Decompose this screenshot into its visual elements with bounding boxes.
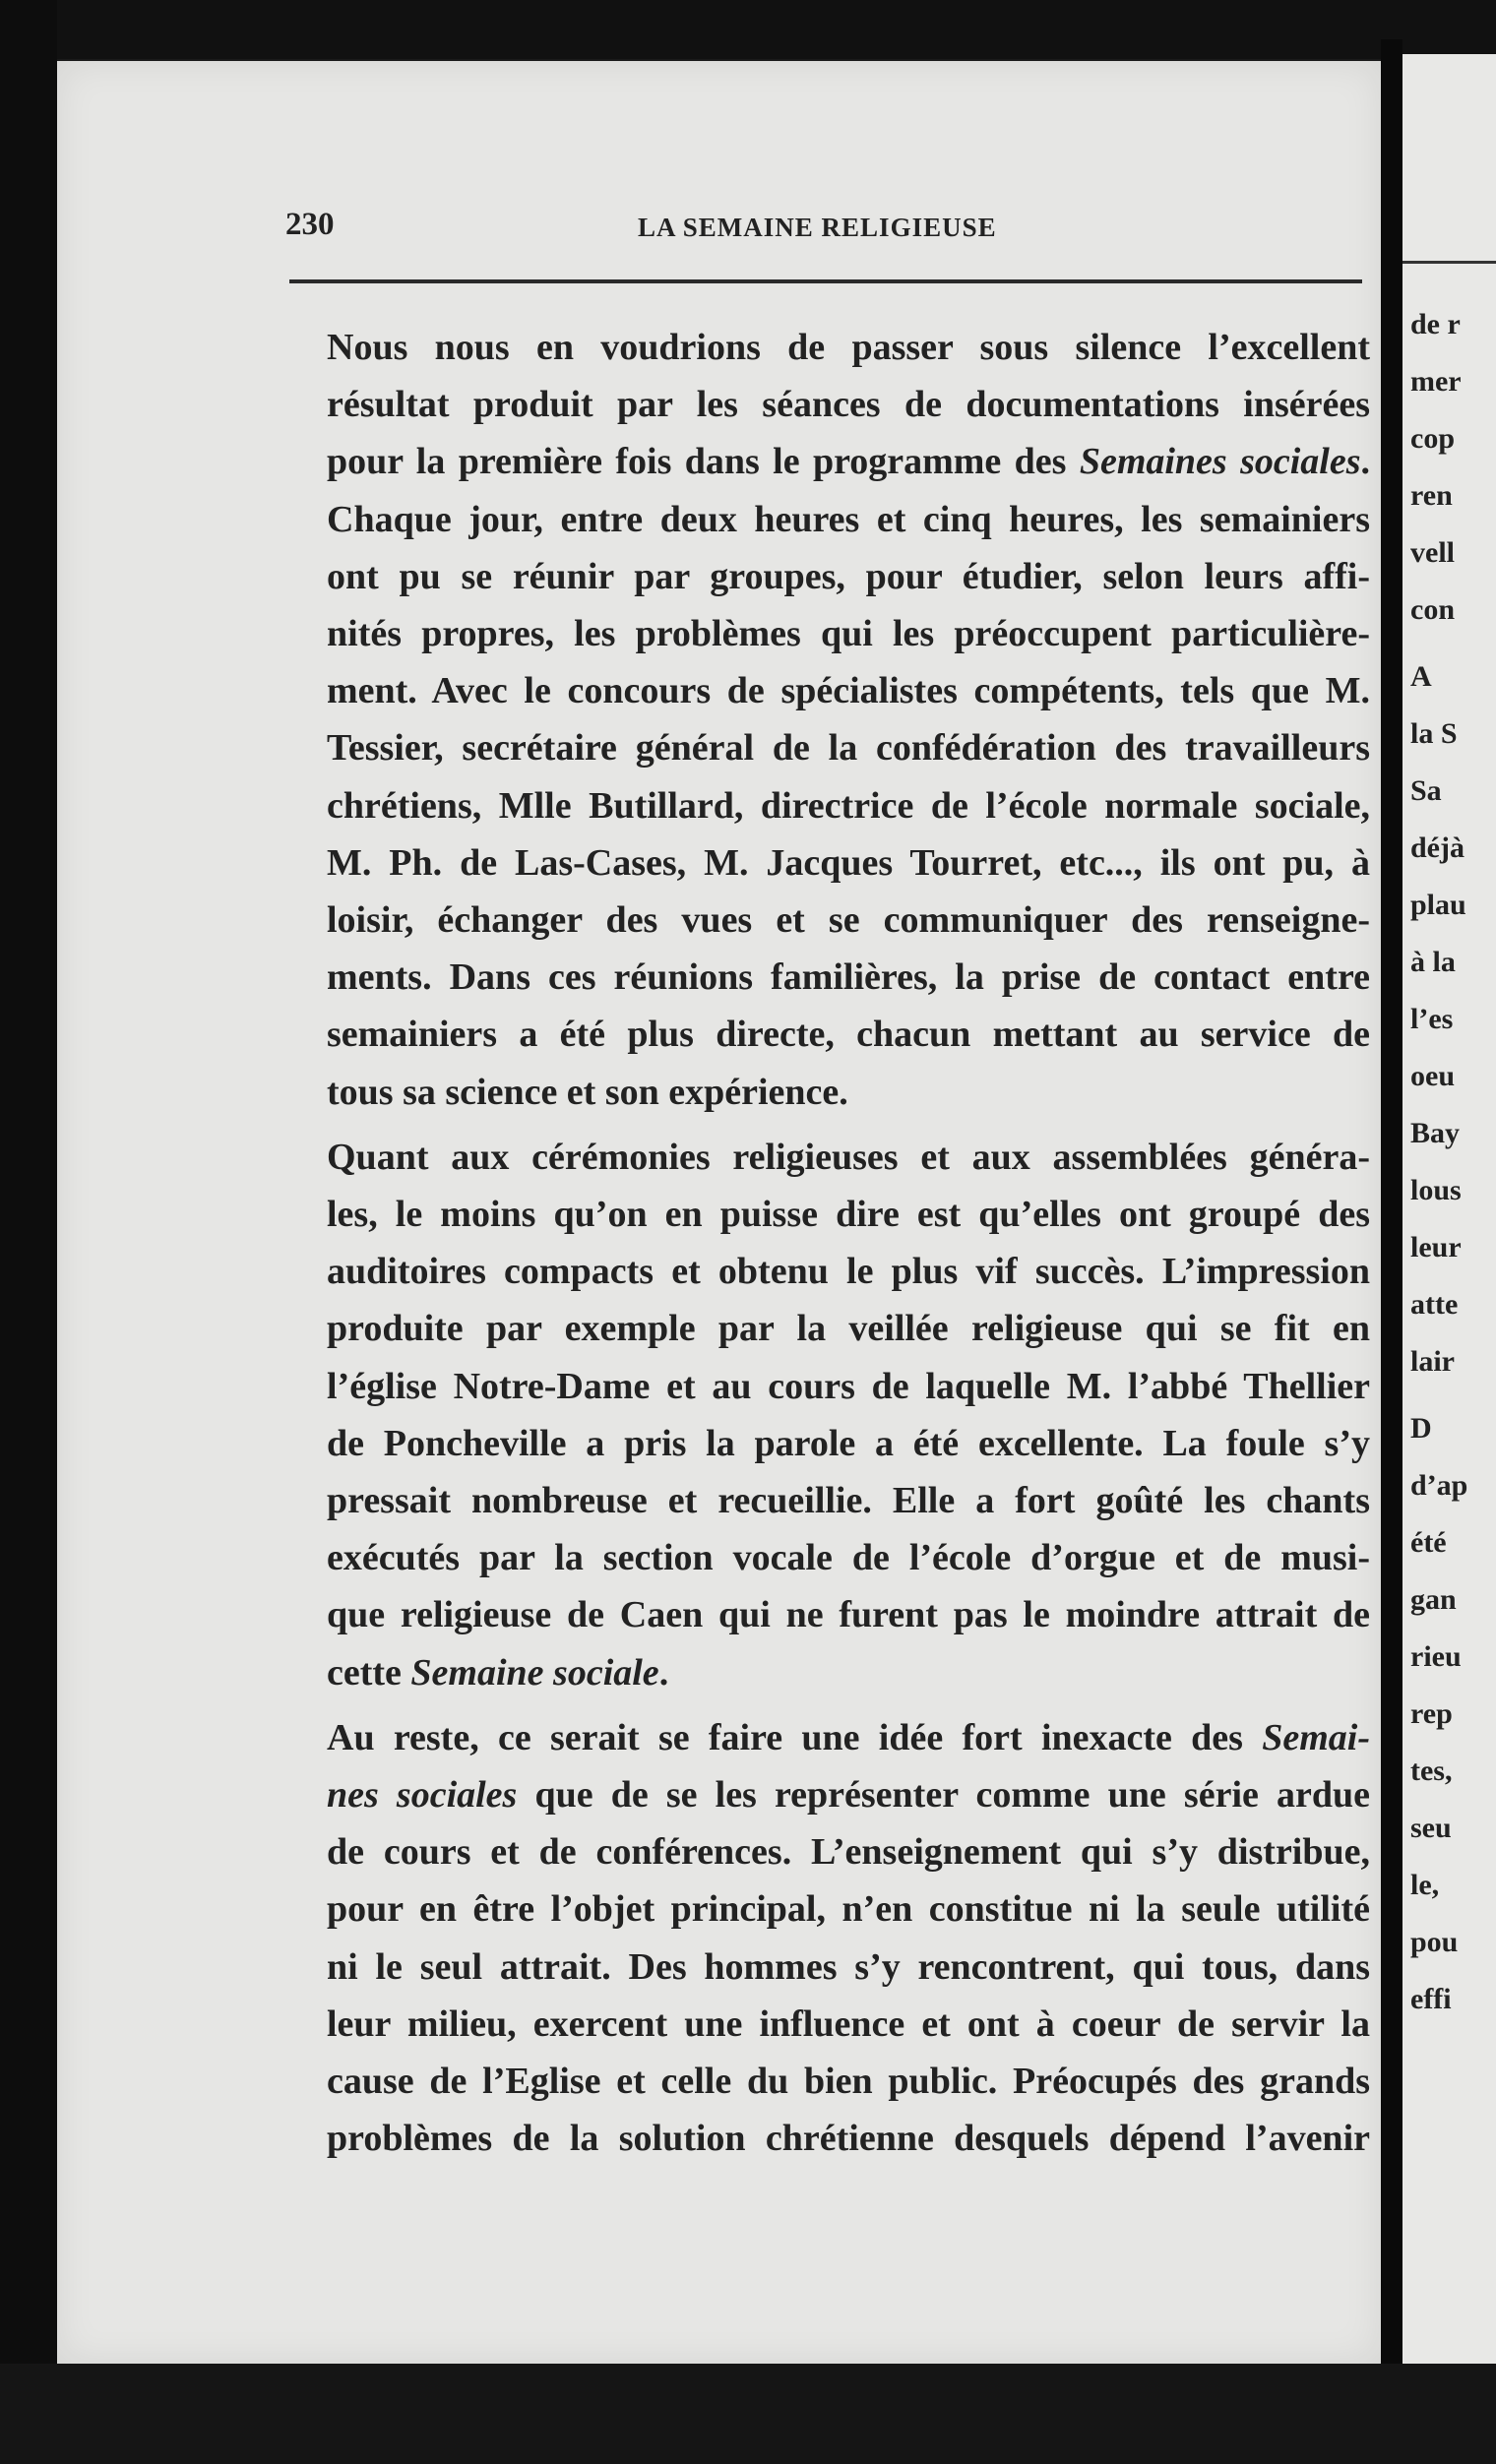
adjacent-header-rule (1402, 261, 1496, 264)
text-line: ont pu se réunir par groupes, pour étudier, selon leurs affi- (327, 555, 1370, 597)
adjacent-text-fragment: lous (1410, 1174, 1462, 1206)
text-line: que religieuse de Caen qui ne furent pas le moindre attrait de (327, 1594, 1370, 1636)
text-line: nes sociales que de se les représenter comme une série ardue (327, 1774, 1370, 1817)
adjacent-text-fragment: effi (1410, 1983, 1452, 2015)
text-line: tous sa science et son expérience. (327, 1071, 848, 1113)
paragraph-2 (287, 1129, 1370, 1701)
paragraph-1 (287, 319, 1370, 1121)
text-line: cette Semaine sociale. (327, 1651, 669, 1694)
adjacent-text-fragment: leur (1410, 1231, 1462, 1263)
text-line: chrétiens, Mlle Butillard, directrice de l’école normale sociale, (327, 784, 1370, 827)
adjacent-text-fragment: cop (1410, 422, 1455, 455)
adjacent-text-fragment: de r (1410, 308, 1461, 340)
book-page (57, 61, 1381, 2364)
adjacent-text-fragment: oeu (1410, 1060, 1455, 1092)
text-line: Quant aux cérémonies religieuses et aux assemblées généra- (327, 1136, 1370, 1178)
adjacent-text-fragment: à la (1410, 946, 1456, 978)
adjacent-text-fragment: atte (1410, 1288, 1459, 1321)
adjacent-text-fragment: lair (1410, 1345, 1455, 1378)
paragraph-3 (287, 1709, 1370, 2168)
adjacent-text-fragment: con (1410, 593, 1455, 626)
text-line: leur milieu, exercent une influence et ont à coeur de servir la (327, 2002, 1370, 2045)
adjacent-text-fragment: été (1410, 1526, 1447, 1559)
adjacent-text-fragment: déjà (1410, 832, 1465, 864)
text-line: ni le seul attrait. Des hommes s’y rencontrent, qui tous, dans (327, 1945, 1370, 1988)
text-line: Nous nous en voudrions de passer sous silence l’excellent (327, 327, 1370, 368)
adjacent-text-fragment: Sa (1410, 774, 1442, 807)
running-head: LA SEMAINE RELIGIEUSE (638, 213, 997, 242)
scan-bottom-edge (0, 2364, 1496, 2464)
text-line: pressait nombreuse et recueillie. Elle a fort goûté les chants (327, 1480, 1370, 1522)
adjacent-text-fragment: vell (1410, 536, 1455, 569)
adjacent-text-fragment: Bay (1410, 1117, 1461, 1149)
text-line: pour la première fois dans le programme des Semaines sociales. (327, 441, 1370, 483)
text-line: de cours et de conférences. L’enseignement qui s’y distribue, (327, 1831, 1370, 1874)
body-text (287, 319, 1370, 2168)
adjacent-text-fragment: d’ap (1410, 1469, 1468, 1502)
scan-left-edge (0, 0, 57, 2464)
text-line: pour en être l’objet principal, n’en constitue ni la seule utilité (327, 1888, 1370, 1931)
adjacent-page (1402, 54, 1496, 2386)
text-line: cause de l’Eglise et celle du bien public. Préocupés des grands (327, 2061, 1370, 2103)
adjacent-text-fragment: tes, (1410, 1755, 1453, 1787)
adjacent-text-fragment: gan (1410, 1583, 1457, 1616)
text-line: ment. Avec le concours de spécialistes compétents, tels que M. (327, 670, 1370, 712)
book-gutter (1381, 39, 1402, 2401)
text-line: loisir, échanger des vues et se communiquer des renseigne- (327, 899, 1370, 942)
text-line: auditoires compacts et obtenu le plus vif succès. L’impression (327, 1251, 1370, 1293)
text-line: l’église Notre-Dame et au cours de laquelle M. l’abbé Thellier (327, 1365, 1370, 1407)
text-line: les, le moins qu’on en puisse dire est qu’elles ont groupé des (327, 1194, 1370, 1236)
text-line: semainiers a été plus directe, chacun mettant au service de (327, 1014, 1370, 1056)
adjacent-text-fragment: ren (1410, 479, 1453, 512)
adjacent-text-fragment: le, (1410, 1869, 1440, 1901)
text-line: nités propres, les problèmes qui les préoccupent particulière- (327, 613, 1370, 655)
adjacent-text-fragment: seu (1410, 1812, 1452, 1844)
page-number: 230 (285, 207, 335, 242)
header-rule (289, 279, 1362, 283)
text-line: Tessier, secrétaire général de la confédération des travailleurs (327, 727, 1370, 770)
text-line: ments. Dans ces réunions familières, la prise de contact entre (327, 956, 1370, 999)
text-line: Chaque jour, entre deux heures et cinq heures, les semainiers (327, 498, 1370, 540)
adjacent-text-fragment: l’es (1410, 1003, 1454, 1035)
page-header (57, 207, 1381, 266)
text-line: de Poncheville a pris la parole a été excellente. La foule s’y (327, 1422, 1370, 1464)
adjacent-text-fragment: rieu (1410, 1640, 1462, 1673)
adjacent-text-fragment: D (1410, 1412, 1432, 1445)
adjacent-text-fragment: A (1410, 660, 1432, 693)
adjacent-text-fragment: rep (1410, 1697, 1453, 1730)
adjacent-text-fragment: pou (1410, 1926, 1459, 1958)
text-line: problèmes de la solution chrétienne desquels dépend l’avenir (327, 2118, 1370, 2160)
text-line: exécutés par la section vocale de l’école d’orgue et de musi- (327, 1537, 1370, 1579)
adjacent-text-fragment: mer (1410, 365, 1462, 398)
text-line: M. Ph. de Las-Cases, M. Jacques Tourret, etc..., ils ont pu, à (327, 841, 1370, 884)
text-line: produite par exemple par la veillée religieuse qui se fit en (327, 1308, 1370, 1350)
scan-top-edge (0, 0, 1496, 59)
adjacent-text-fragment: la S (1410, 717, 1458, 750)
adjacent-text-fragment: plau (1410, 889, 1466, 921)
text-line: résultat produit par les séances de documentations insérées (327, 384, 1370, 426)
text-line: Au reste, ce serait se faire une idée fort inexacte des Semai- (327, 1716, 1370, 1758)
